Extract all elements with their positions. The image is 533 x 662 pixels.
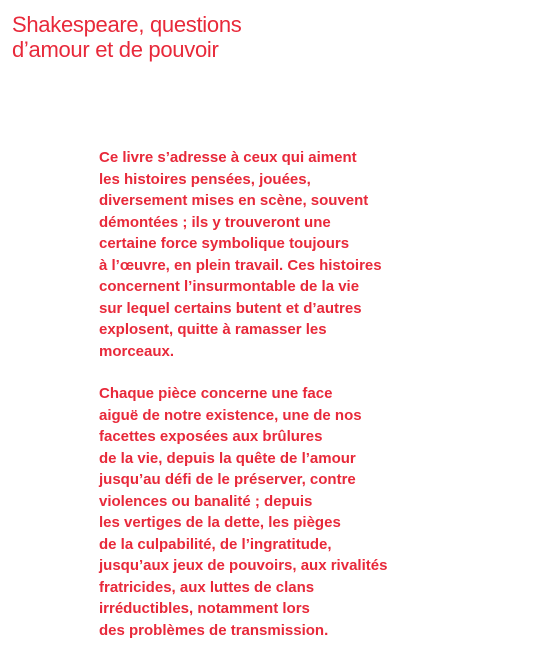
text-line: des problèmes de transmission.	[99, 621, 329, 639]
text-line: sur lequel certains butent et d’autres	[99, 299, 362, 317]
text-line: certaine force symbolique toujours	[99, 235, 350, 252]
text-line: facettes exposées aux brûlures	[99, 428, 323, 445]
text-line: concernent l’insurmontable de la vie	[99, 278, 360, 295]
text-line: Chaque pièce concerne une face	[99, 385, 333, 402]
text-line: de la culpabilité, de l’ingratitude,	[99, 535, 332, 553]
text-line: aiguë de notre existence, une de nos	[99, 406, 362, 424]
blurb-text	[99, 147, 519, 662]
text-line: irréductibles, notamment lors	[99, 600, 310, 617]
text-line: les histoires pensées, jouées,	[99, 170, 311, 188]
text-line: morceaux.	[99, 342, 175, 360]
title-line: Shakespeare, questions	[12, 12, 242, 37]
text-line: Ce livre s’adresse à ceux qui aiment	[99, 149, 357, 166]
blurb-paragraph-1	[99, 147, 519, 362]
title-line: d’amour et de pouvoir	[12, 37, 219, 62]
text-line: diversement mises en scène, souvent	[99, 192, 369, 209]
text-line: les vertiges de la dette, les pièges	[99, 514, 341, 531]
text-line: jusqu’au défi de le préserver, contre	[99, 471, 356, 488]
text-line: violences ou banalité ; depuis	[99, 492, 313, 510]
text-line: fratricides, aux luttes de clans	[99, 578, 315, 596]
book-title	[12, 12, 241, 62]
text-line: jusqu’aux jeux de pouvoirs, aux rivalités	[99, 557, 388, 574]
blurb-paragraph-2	[99, 383, 519, 641]
text-line: explosent, quitte à ramasser les	[99, 321, 327, 338]
text-line: à l’œuvre, en plein travail. Ces histoires	[99, 256, 382, 274]
text-line: démontées ; ils y trouveront une	[99, 213, 331, 231]
text-line: de la vie, depuis la quête de l’amour	[99, 449, 356, 467]
